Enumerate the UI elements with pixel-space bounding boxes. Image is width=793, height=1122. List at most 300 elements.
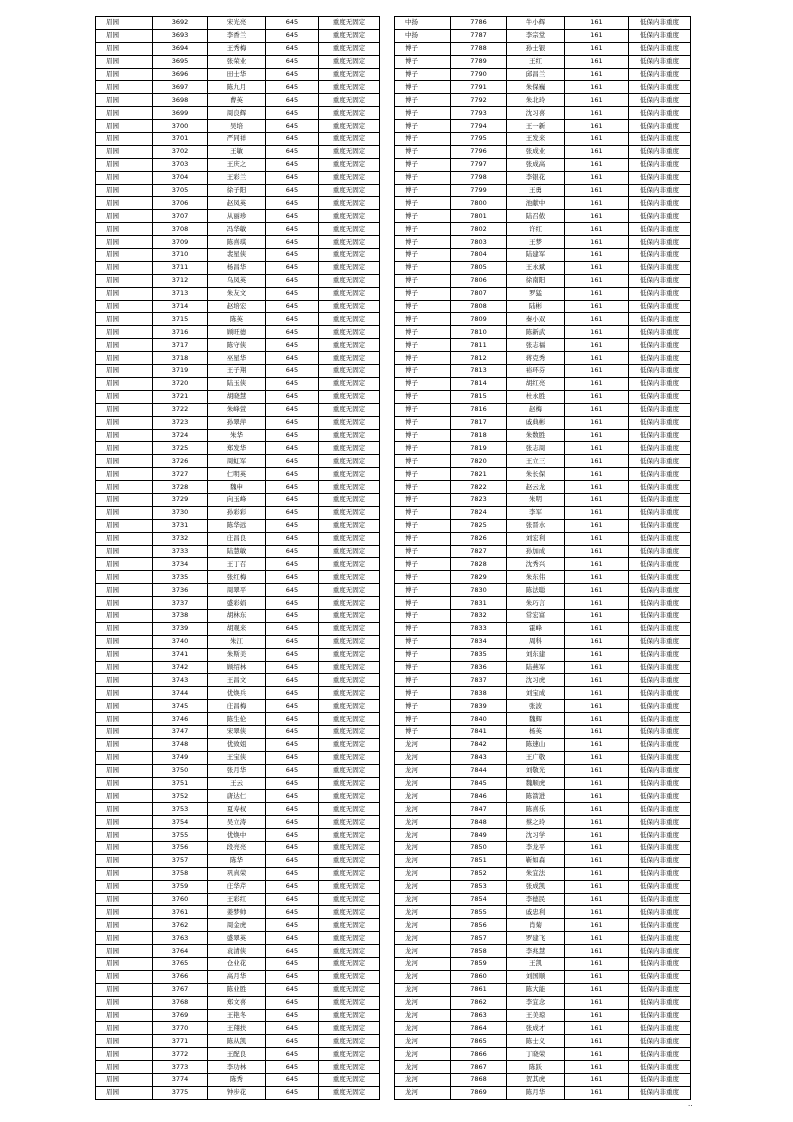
table-cell: 低保内非重度 (629, 326, 691, 339)
table-row (395, 107, 691, 120)
table-cell: 645 (266, 210, 319, 223)
left-table (95, 16, 380, 1100)
table-cell: 低保内非重度 (629, 558, 691, 571)
table-cell: 7838 (451, 687, 507, 700)
table-cell: 161 (565, 545, 629, 558)
table-cell: 博子 (395, 609, 451, 622)
table-cell: 161 (565, 906, 629, 919)
table-cell: 7800 (451, 197, 507, 210)
table-cell: 645 (266, 893, 319, 906)
table-cell: 严同祥 (208, 133, 266, 146)
left-table-body (96, 17, 380, 1100)
table-row (96, 236, 380, 249)
table-cell: 161 (565, 790, 629, 803)
table-cell: 7856 (451, 919, 507, 932)
table-cell: 161 (565, 751, 629, 764)
table-cell: 161 (565, 481, 629, 494)
table-cell: 博子 (395, 661, 451, 674)
table-cell: 7834 (451, 635, 507, 648)
table-row (395, 171, 691, 184)
table-cell: 161 (565, 197, 629, 210)
table-cell: 645 (266, 932, 319, 945)
table-row (96, 1061, 380, 1074)
table-cell: 3758 (153, 867, 208, 880)
table-cell: 眉园 (96, 287, 153, 300)
table-cell: 博子 (395, 532, 451, 545)
table-cell: 低保内非重度 (629, 880, 691, 893)
table-cell: 低保内非重度 (629, 713, 691, 726)
table-cell: 沈习虎 (507, 674, 565, 687)
table-cell: 重度无固定 (319, 287, 380, 300)
table-cell: 645 (266, 171, 319, 184)
table-cell: 顾旺德 (208, 326, 266, 339)
table-cell: 重度无固定 (319, 184, 380, 197)
table-cell: 低保内非重度 (629, 481, 691, 494)
table-cell: 3716 (153, 326, 208, 339)
table-cell: 645 (266, 919, 319, 932)
table-cell: 低保内非重度 (629, 442, 691, 455)
table-cell: 盛翠英 (208, 932, 266, 945)
table-cell: 低保内非重度 (629, 197, 691, 210)
table-cell: 161 (565, 829, 629, 842)
table-cell: 眉园 (96, 532, 153, 545)
table-row (96, 1022, 380, 1035)
table-cell: 博子 (395, 390, 451, 403)
table-cell: 优焕中 (208, 829, 266, 842)
table-cell: 7843 (451, 751, 507, 764)
table-cell: 眉园 (96, 94, 153, 107)
table-cell: 眉园 (96, 506, 153, 519)
table-cell: 眉园 (96, 854, 153, 867)
table-cell: 郑文喜 (208, 996, 266, 1009)
table-cell: 重度无固定 (319, 429, 380, 442)
table-row (96, 880, 380, 893)
table-cell: 刘国顺 (507, 970, 565, 983)
table-row (395, 17, 691, 30)
table-row (395, 339, 691, 352)
table-cell: 3772 (153, 1048, 208, 1061)
table-cell: 朱保巍 (507, 81, 565, 94)
table-cell: 3723 (153, 416, 208, 429)
table-cell: 3703 (153, 158, 208, 171)
table-cell: 眉园 (96, 790, 153, 803)
table-cell: 7853 (451, 880, 507, 893)
table-cell: 7840 (451, 713, 507, 726)
table-cell: 161 (565, 287, 629, 300)
table-cell: 645 (266, 584, 319, 597)
table-cell: 张晋水 (507, 519, 565, 532)
table-cell: 161 (565, 313, 629, 326)
table-cell: 161 (565, 261, 629, 274)
table-cell: 龙河 (395, 893, 451, 906)
table-cell: 重度无固定 (319, 854, 380, 867)
table-cell: 眉园 (96, 29, 153, 42)
table-cell: 张红梅 (208, 571, 266, 584)
table-cell: 眉园 (96, 880, 153, 893)
table-cell: 重度无固定 (319, 403, 380, 416)
table-cell: 眉园 (96, 842, 153, 855)
table-cell: 7826 (451, 532, 507, 545)
table-cell: 龙河 (395, 777, 451, 790)
table-cell: 低保内非重度 (629, 1061, 691, 1074)
table-cell: 645 (266, 197, 319, 210)
table-cell: 重度无固定 (319, 1086, 380, 1099)
table-cell: 眉园 (96, 609, 153, 622)
table-cell: 645 (266, 751, 319, 764)
table-row (395, 184, 691, 197)
table-cell: 645 (266, 945, 319, 958)
table-cell: 3720 (153, 377, 208, 390)
table-row (395, 1074, 691, 1087)
table-row (395, 829, 691, 842)
table-row (96, 816, 380, 829)
table-row (395, 1035, 691, 1048)
table-row (96, 842, 380, 855)
table-cell: 645 (266, 365, 319, 378)
table-cell: 重度无固定 (319, 932, 380, 945)
table-cell: 161 (565, 725, 629, 738)
table-cell: 3770 (153, 1022, 208, 1035)
table-cell: 3744 (153, 687, 208, 700)
table-cell: 重度无固定 (319, 906, 380, 919)
table-cell: 朱宜法 (507, 867, 565, 880)
table-cell: 眉园 (96, 429, 153, 442)
table-cell: 眉园 (96, 55, 153, 68)
table-cell: 7850 (451, 842, 507, 855)
table-row (395, 854, 691, 867)
table-cell: 夏寿权 (208, 803, 266, 816)
table-row (395, 390, 691, 403)
table-row (96, 1009, 380, 1022)
table-cell: 161 (565, 713, 629, 726)
table-cell: 王子翔 (208, 365, 266, 378)
table-cell: 低保内非重度 (629, 184, 691, 197)
table-cell: 重度无固定 (319, 970, 380, 983)
table-cell: 王彩红 (208, 893, 266, 906)
table-cell: 161 (565, 622, 629, 635)
table-cell: 李兆慧 (507, 945, 565, 958)
table-cell: 博子 (395, 519, 451, 532)
table-cell: 眉园 (96, 519, 153, 532)
table-row (96, 919, 380, 932)
table-cell: 3747 (153, 725, 208, 738)
table-cell: 低保内非重度 (629, 700, 691, 713)
table-cell: 7813 (451, 365, 507, 378)
table-cell: 低保内非重度 (629, 236, 691, 249)
table-cell: 朱数胜 (507, 429, 565, 442)
table-cell: 3767 (153, 983, 208, 996)
table-cell: 眉园 (96, 983, 153, 996)
table-cell: 博子 (395, 133, 451, 146)
table-row (395, 300, 691, 313)
table-row (395, 906, 691, 919)
table-row (96, 571, 380, 584)
table-cell: 重度无固定 (319, 313, 380, 326)
table-cell: 博子 (395, 506, 451, 519)
table-cell: 3717 (153, 339, 208, 352)
table-cell: 低保内非重度 (629, 493, 691, 506)
table-cell: 博子 (395, 236, 451, 249)
table-row (96, 803, 380, 816)
table-cell: 重度无固定 (319, 442, 380, 455)
table-cell: 645 (266, 854, 319, 867)
table-cell: 低保内非重度 (629, 609, 691, 622)
table-cell: 7841 (451, 725, 507, 738)
table-cell: 161 (565, 55, 629, 68)
table-cell: 7846 (451, 790, 507, 803)
table-cell: 眉园 (96, 996, 153, 1009)
table-row (395, 725, 691, 738)
table-cell: 周虹军 (208, 455, 266, 468)
table-row (395, 893, 691, 906)
table-cell: 重度无固定 (319, 1048, 380, 1061)
table-cell: 3700 (153, 120, 208, 133)
table-cell: 7821 (451, 468, 507, 481)
right-table-body (395, 17, 691, 1100)
table-cell: 3759 (153, 880, 208, 893)
table-cell: 陈英 (208, 313, 266, 326)
table-row (96, 687, 380, 700)
table-cell: 3730 (153, 506, 208, 519)
table-cell: 魏辉 (507, 713, 565, 726)
table-row (395, 571, 691, 584)
table-cell: 重度无固定 (319, 81, 380, 94)
table-cell: 龙河 (395, 958, 451, 971)
table-cell: 低保内非重度 (629, 210, 691, 223)
table-cell: 陈月华 (507, 1086, 565, 1099)
table-cell: 赵培宏 (208, 300, 266, 313)
table-cell: 3766 (153, 970, 208, 983)
table-cell: 645 (266, 970, 319, 983)
table-cell: 161 (565, 42, 629, 55)
table-cell: 陈速山 (507, 738, 565, 751)
table-cell: 7820 (451, 455, 507, 468)
table-cell: 盛彩娟 (208, 597, 266, 610)
table-cell: 161 (565, 674, 629, 687)
table-cell: 645 (266, 377, 319, 390)
table-cell: 3755 (153, 829, 208, 842)
table-cell: 博子 (395, 584, 451, 597)
table-cell: 161 (565, 1009, 629, 1022)
table-row (96, 983, 380, 996)
table-cell: 张志福 (507, 339, 565, 352)
table-cell: 靳如森 (507, 854, 565, 867)
table-cell: 161 (565, 519, 629, 532)
table-cell: 161 (565, 416, 629, 429)
table-row (96, 635, 380, 648)
table-cell: 低保内非重度 (629, 829, 691, 842)
table-cell: 645 (266, 493, 319, 506)
table-cell: 161 (565, 932, 629, 945)
table-cell: 重度无固定 (319, 1074, 380, 1087)
table-row (395, 403, 691, 416)
table-cell: 巫星华 (208, 352, 266, 365)
table-cell: 博子 (395, 403, 451, 416)
table-cell: 低保内非重度 (629, 29, 691, 42)
table-cell: 645 (266, 700, 319, 713)
table-cell: 7859 (451, 958, 507, 971)
table-cell: 3771 (153, 1035, 208, 1048)
table-cell: 645 (266, 1022, 319, 1035)
table-cell: 低保内非重度 (629, 287, 691, 300)
table-cell: 眉园 (96, 158, 153, 171)
table-row (96, 597, 380, 610)
table-row (395, 919, 691, 932)
table-cell: 低保内非重度 (629, 1086, 691, 1099)
table-cell: 龙河 (395, 932, 451, 945)
table-cell: 眉园 (96, 171, 153, 184)
table-cell: 眉园 (96, 210, 153, 223)
table-cell: 眉园 (96, 829, 153, 842)
table-row (395, 970, 691, 983)
table-cell: 低保内非重度 (629, 403, 691, 416)
table-row (96, 287, 380, 300)
table-row (96, 133, 380, 146)
table-cell: 3711 (153, 261, 208, 274)
table-cell: 陈跃 (507, 1061, 565, 1074)
table-cell: 重度无固定 (319, 377, 380, 390)
table-cell: 7791 (451, 81, 507, 94)
table-cell: 161 (565, 17, 629, 30)
table-cell: 冯华敏 (208, 223, 266, 236)
table-row (395, 197, 691, 210)
table-cell: 低保内非重度 (629, 790, 691, 803)
table-cell: 645 (266, 1086, 319, 1099)
table-row (395, 674, 691, 687)
table-cell: 蔡之玲 (507, 816, 565, 829)
table-cell: 7808 (451, 300, 507, 313)
table-row (96, 300, 380, 313)
table-row (96, 893, 380, 906)
table-cell: 重度无固定 (319, 777, 380, 790)
table-cell: 周科 (507, 635, 565, 648)
table-row (96, 777, 380, 790)
table-cell: 张成才 (507, 1022, 565, 1035)
table-cell: 陈法聪 (507, 584, 565, 597)
table-cell: 朱江 (208, 635, 266, 648)
table-cell: 645 (266, 107, 319, 120)
table-row (96, 68, 380, 81)
table-cell: 7842 (451, 738, 507, 751)
table-cell: 161 (565, 880, 629, 893)
table-cell: 7848 (451, 816, 507, 829)
table-cell: 眉园 (96, 17, 153, 30)
table-cell: 郑发华 (208, 442, 266, 455)
table-cell: 陈士义 (507, 1035, 565, 1048)
table-row (395, 223, 691, 236)
table-cell: 645 (266, 829, 319, 842)
table-cell: 161 (565, 1061, 629, 1074)
table-cell: 博子 (395, 622, 451, 635)
table-cell: 王敏 (208, 145, 266, 158)
table-cell: 645 (266, 906, 319, 919)
table-cell: 低保内非重度 (629, 764, 691, 777)
table-cell: 161 (565, 300, 629, 313)
table-row (395, 326, 691, 339)
table-cell: 3743 (153, 674, 208, 687)
table-row (96, 790, 380, 803)
table-cell: 3697 (153, 81, 208, 94)
table-cell: 低保内非重度 (629, 906, 691, 919)
table-cell: 645 (266, 236, 319, 249)
table-cell: 博子 (395, 171, 451, 184)
table-row (96, 249, 380, 262)
table-cell: 博子 (395, 68, 451, 81)
table-cell: 3775 (153, 1086, 208, 1099)
table-cell: 3768 (153, 996, 208, 1009)
table-cell: 王配良 (208, 1048, 266, 1061)
table-cell: 3745 (153, 700, 208, 713)
table-row (395, 803, 691, 816)
table-cell: 重度无固定 (319, 945, 380, 958)
table-cell: 裴星侠 (208, 249, 266, 262)
table-cell: 161 (565, 1086, 629, 1099)
table-cell: 霍峰 (507, 622, 565, 635)
table-cell: 3732 (153, 532, 208, 545)
table-cell: 645 (266, 29, 319, 42)
table-cell: 眉园 (96, 416, 153, 429)
table-cell: 裕环芬 (507, 365, 565, 378)
table-cell: 龙河 (395, 945, 451, 958)
table-cell: 陈守侠 (208, 339, 266, 352)
table-row (395, 249, 691, 262)
table-cell: 重度无固定 (319, 300, 380, 313)
table-cell: 眉园 (96, 145, 153, 158)
table-cell: 645 (266, 609, 319, 622)
table-row (395, 442, 691, 455)
table-cell: 重度无固定 (319, 236, 380, 249)
table-cell: 庄昌良 (208, 532, 266, 545)
table-cell: 重度无固定 (319, 107, 380, 120)
table-cell: 3714 (153, 300, 208, 313)
table-row (395, 764, 691, 777)
table-cell: 161 (565, 210, 629, 223)
table-row (395, 261, 691, 274)
table-cell: 低保内非重度 (629, 519, 691, 532)
table-cell: 朱华 (208, 429, 266, 442)
table-cell: 田士华 (208, 68, 266, 81)
table-row (395, 42, 691, 55)
table-cell: 重度无固定 (319, 352, 380, 365)
table-row (96, 223, 380, 236)
right-table (394, 16, 691, 1100)
table-cell: 7816 (451, 403, 507, 416)
table-row (96, 493, 380, 506)
table-cell: 眉园 (96, 300, 153, 313)
table-cell: 重度无固定 (319, 751, 380, 764)
table-cell: 眉园 (96, 184, 153, 197)
table-cell: 姜梦帅 (208, 906, 266, 919)
table-cell: 龙河 (395, 751, 451, 764)
table-row (96, 764, 380, 777)
table-row (395, 545, 691, 558)
table-cell: 重度无固定 (319, 519, 380, 532)
table-row (395, 481, 691, 494)
table-cell: 低保内非重度 (629, 17, 691, 30)
table-row (395, 68, 691, 81)
table-cell: 645 (266, 158, 319, 171)
table-cell: 645 (266, 996, 319, 1009)
table-cell: 重度无固定 (319, 416, 380, 429)
table-cell: 161 (565, 854, 629, 867)
table-cell: 645 (266, 519, 319, 532)
table-row (96, 120, 380, 133)
table-row (395, 1061, 691, 1074)
table-cell: 重度无固定 (319, 738, 380, 751)
table-cell: 161 (565, 29, 629, 42)
table-cell: 7806 (451, 274, 507, 287)
table-cell: 博子 (395, 158, 451, 171)
